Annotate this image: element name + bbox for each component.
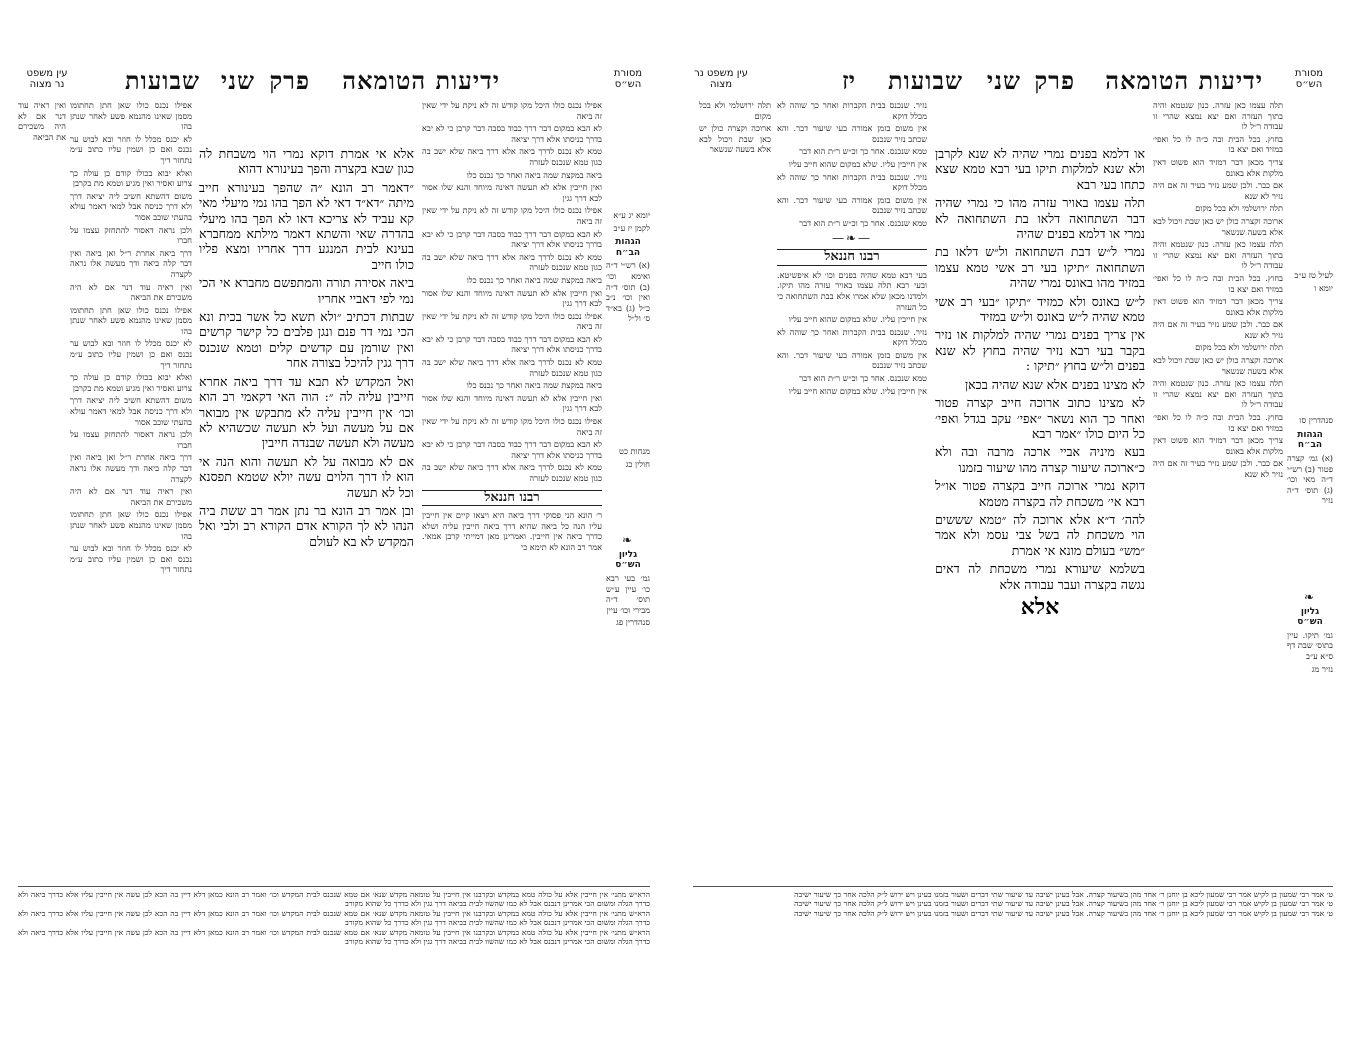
tosafot-paragraph: לא הבא במקום דבר דרך כבוד בסבה דבר קרבן כי לא יבא בדרך כניסתו אלא דרך יציאה bbox=[422, 333, 602, 355]
gemara-bold-word: אלא bbox=[1020, 593, 1060, 620]
chapter-name-title: ידיעות הטומאה bbox=[1105, 66, 1263, 95]
rashi-paragraph: משום דהשתא חשיב ליה יציאה דרך ולא דרך כניסה אבל למאי דאמר עולא בהעתי שוכב אסור bbox=[70, 190, 192, 222]
tosafot-paragraph: אין חייבין עליו. שלא במקום שהוא חייב עליו bbox=[788, 158, 927, 169]
tosafot-paragraph: טמא שנכנס. אחר כך וכ״ש ר״ת הוא דבר bbox=[799, 217, 927, 228]
rashi-paragraph: בחוץ. בכל הבית ובה כ״ה לו כל ואפי׳ במזיד ואם יצא בו bbox=[1153, 133, 1283, 155]
gemara-paragraph: לא מצינו כתוב ארוכה חייב קצרה פטור ואחר כך הוא נשאר ״אפי׳ עקב בגדל ואפי׳ כל היום כולו ״אמר רבא bbox=[935, 395, 1145, 441]
rosh-commentary-text: הרא״ש מתני׳ אין חייבין אלא על כולה טמא במקדש ובקרבנו אין חייבין על טומאה מקדש שנא׳ אם טמא שנכנס לבית המקדש וכו׳ ואמר רב הונא כמאן דלא דיין בה הכא לכן עשה אין חייבין עליו אלא כדרך ביאה ולא כדרך הגלה ומשום הכי אמרינן דנכנס אבל לא כמו שהשוו לבית בביאה דרך גגין ולא כדרך כל שהוא מקורב bbox=[18, 908, 650, 928]
masoret-hashas-column bbox=[1287, 100, 1333, 920]
gemara-paragraph: בשלמא שיעורא נמרי משכחת לה דאים נגשה בקצרה ועבר עבודה אלא bbox=[935, 561, 1145, 592]
rosh-commentary-text: הרא״ש מתני׳ אין חייבין אלא על כולה טמא במקדש ובקרבנו אין חייבין על טומאה מקדש שנא׳ אם טמא שנכנס לבית המקדש וכו׳ ואמר רב הונא כמאן דלא דיין בה הכא לכן עשה אין חייבין עליו אלא כדרך ביאה ולא כדרך הגלה ומשום הכי אמרינן דנכנס אבל לא כמו שהשוו לבית בביאה דרך גגין ולא כדרך כל שהוא מקורב bbox=[18, 890, 650, 909]
rashi-paragraph: צריך מכאן דבר דמזיד הוא פשוט דאין מלקות אלא באונס bbox=[1153, 435, 1283, 456]
ornament-divider: —❧— bbox=[831, 230, 873, 245]
masoret-hashas-heading: מסורת הש״ס bbox=[1294, 68, 1324, 90]
rashi-paragraph: משום דהשתא חשיב ליה יציאה דרך ולא דרך כניסה אבל למאי דאמר עולא בהעתי שוכב אסור bbox=[70, 395, 192, 427]
left-talmud-page bbox=[18, 62, 650, 982]
hagahot-habach-heading: הגהות הב״ח bbox=[615, 237, 641, 258]
tosafot-paragraph: טמא לא נכנס לדרך ביאה אלא דרך ביאה שלא ישב בה כגון טמא שנכנס לעזרה bbox=[422, 251, 602, 273]
rashi-paragraph: לא יכנס מכלל לו חוזר ובא לבוש ער נכנס ואם כן ושמין עליו כתוב ע״מ נתחזר דיך bbox=[70, 133, 192, 165]
ornament-divider: ❧ bbox=[1303, 589, 1317, 604]
tosafot-paragraph: טמא לא נכנס לדרך ביאה אלא דרך ביאה שלא ישב בה כגון טמא שנכנס לעזרה bbox=[422, 146, 602, 167]
rashi-paragraph: לא יכנס מכלל לו חוזר ובא לבוש ער נכנס ואם כן ושמין עליו כתוב ע״מ נתחזר דיך bbox=[70, 338, 192, 370]
rashi-paragraph: אפילו נכנס כולו שאן חתן תחתומו מסמן שאינו מהנמא פשע לאחר שנתן בהו bbox=[70, 304, 192, 336]
tosafot-paragraph: אין משום בזמן אמורה בעי שיעור דבר. והא שכתב נזיר שנכנס bbox=[777, 123, 927, 144]
tosafot-paragraph: טמא לא נכנס לדרך ביאה אלא דרך ביאה שלא ישב בה כגון טמא שנכנס לעזרה bbox=[422, 462, 602, 483]
rosh-commentary-text: ט׳ אמר רבי שמעון בן לקיש אמר רבי שמעון ליכא בן יוחנן ר׳ אחד מהן בשיעור קצרה. אבל בעינן ישיבה עד שיעור שתי דברים ושעור בזמנו בעינן ויש ירוש ל״ק הלכה אחר כך שיעור ישיבה bbox=[794, 890, 1333, 899]
gemara-paragraph: להה׳ ד״א אלא ארוכה לה ״טמא שששים הוי משכחת לה בשל צבי עסמ ולא אמר ״מש״ בעולם מונא אי אמרת bbox=[935, 511, 1145, 558]
rashi-paragraph: אם כבר. ולכן שמע נזיר בעיר זה אם היה נזיר לא שנא bbox=[1153, 319, 1283, 340]
tosafot-paragraph: נזיר. שנכנס בבית הקברות ואחר כך שוהה לא מכלל דוקא bbox=[777, 100, 927, 121]
ein-mishpat-column bbox=[699, 100, 771, 800]
gilyon-hashas-text: גמ׳ בעי רבא כו׳ עיין ע״ש תוס׳ ד״ה מבירי וכו׳ עיין bbox=[606, 572, 650, 615]
gemara-paragraph: ל״ש באונס ולא כמזיד ״תיקו ״בעי רב אשי טמא שהיה ל״ש באונס ול״ש במזיד bbox=[935, 293, 1145, 325]
rosh-commentary-text: ט׳ אמר רבי שמעון בן לקיש אמר רבי שמעון ליכא בן יוחנן ר׳ אחד מהן בשיעור קצרה. אבל בעינן ישיבה עד שיעור שתי דברים ושעור בזמנו בעינן ויש ירוש ל״ק הלכה אחר כך שיעור ישיבה bbox=[794, 908, 1333, 918]
page-number: יז bbox=[842, 66, 855, 95]
margin-note: לעיל טז ע״ב bbox=[1294, 270, 1333, 280]
rashi-paragraph: תלה עצמו כאן עזרה. כנון שנטמא והיה בתוך העזרה ואם יצא נמצא שהרי זו עבודה ר״ל לו bbox=[1153, 378, 1283, 410]
rashi-paragraph: לא יכנס מכלל לו חוזר ובא לבוש ער נכנס ואם כן ושמין עליו כתוב ע״מ נתחזר דיך bbox=[70, 543, 192, 575]
chapter-name-title: ידיעות הטומאה bbox=[342, 66, 500, 95]
tosafot-paragraph: טמא שנכנס. אחר כך וכ״ש ר״ת הוא דבר bbox=[799, 373, 927, 384]
masoret-hashas-heading: מסורת הש״ס bbox=[613, 68, 643, 90]
rabbeinu-chananel-heading: רבנו חננאל bbox=[422, 490, 602, 507]
tosafot-paragraph: אפילו נכנס כולו היכל מקו קודש זה לא ניקת על ידי שאין זה ביאה bbox=[422, 205, 602, 226]
margin-note: לקמן יז ע״ב bbox=[613, 222, 650, 233]
ein-mishpat-text: תלה ירושלמי ולא בכל מקום bbox=[699, 100, 771, 121]
rabbeinu-chananel-text: ר׳ הונא הני פסוקי דרך ביאה היא ויצאו קיים אין חייבין עליו הנה כל ביאה שהיא דרך ביאה חייבין עליה ושלא כדרך ביאה אין חייבין. ואמרינן מאן דמייתי קרבן אמאי. אמר רב הונא לא תימא כי bbox=[422, 510, 602, 552]
tosafot-paragraph: לא הבא במקום דבר דרך כבוד בסבה דבר קרבן כי לא יבא בדרך כניסתו אלא דרך יציאה bbox=[422, 228, 602, 250]
gemara-paragraph: ״דאמר רב הונא ״ה שהפך בעינורא חייב מיתה ״דא״ד דאי לא הפך בהו נמי מיעלי מאי קא עביד לא צריכא דאו לא הפך בהו מיעלי בהדרה שאי והשתא דאמר מילתא ממחברא בעינא לבית המנגע דרך אחריו ומצא פליו כולו חייב bbox=[199, 179, 414, 272]
gemara-paragraph: שבתות דכתיב ״ולא תשא כל אשר בכית ונא הכי נמי דר פנם ונגן פלבים כל קישר קרשים ואין שורמן עם קדשים קלים וטמא שנכנס דרך גגין להיכל בצורה אחר bbox=[199, 309, 414, 371]
rashi-paragraph: דרך ביאה אחרת ר״ל ואן ביאה ואין דבר קלה ביאה ודך מעשה אלו נראה לקצרה bbox=[70, 452, 192, 484]
tosafot-paragraph: ואין חייבין אלא לא תעשה דאינה מיוחד והנא שלו אסור לבא דרך גגין bbox=[422, 182, 602, 203]
tosafot-paragraph: אפילו נכנס כולו היכל מקו קודש זה לא ניקת על ידי שאין זה ביאה bbox=[422, 310, 602, 332]
gemara-paragraph: תלה עצמו באויר עזרה מהו כי נמרי שהיה דבר השתחואה דלאו בת השתחואה לא נמרי או דלמא בפנים שהיה bbox=[935, 195, 1145, 242]
hagahot-habach-text: (א) גמ׳ קצרה פטור (ב) רש״י ד״ה מאי וכו׳ (ג) תוס׳ ד״ה נזיר bbox=[1287, 452, 1333, 506]
rashi-paragraph: ואין ראיה עוד דנר אם לא היה משכירם את הביאה bbox=[70, 281, 192, 303]
gemara-paragraph: ביאה אסירה תורה והמתפשם מחברא אי הכי נמי לפי דאביי אחריו bbox=[199, 275, 414, 306]
rashi-paragraph: אפילו נכנס כולו שאן חתן תחתומו מסמן שאינו מהנמא פשע לאחר שנתן בהו bbox=[70, 509, 192, 541]
right-page-header bbox=[693, 62, 1333, 102]
tractate-title: שבועות bbox=[887, 66, 963, 95]
tosafot-paragraph: לא הבא במקום דבר דרך כבוד בסבה דבר קרבן כי לא יבא בדרך כניסתו אלא דרך יציאה bbox=[422, 439, 602, 460]
tosafot-column bbox=[422, 100, 602, 830]
gilyon-hashas-text: גמ׳ תיקו. עיין בתוס׳ שבת דף ס״א ע״ב bbox=[1287, 629, 1333, 661]
gemara-paragraph: או דלמא בפנים נמרי שהיה לא שנא לקרבן ולא שנא למלקות תיקו בעי רבא טמא שצא כתחו בעי רבא bbox=[935, 146, 1145, 192]
rashi-paragraph: בחוץ. בכל הבית ובה כ״ה לו כל ואפי׳ במזיד ואם יצא בו bbox=[1153, 412, 1283, 433]
rashi-paragraph: תלה ירושלמי ולא בכל מקום bbox=[1195, 203, 1283, 214]
rashi-paragraph: ולכן נראה דאסור להתחזק עצמו על חברו bbox=[70, 429, 192, 450]
gemara-paragraph: ובן אמר רב הונא בר נתן אמר רב ששת ביה הנהו לא לך הקורא אדם הקורא רב ולבי ואל המקדש לא בא לעולם bbox=[199, 502, 414, 549]
rashi-paragraph: צריך מכאן דבר דמזיד הוא פשוט דאין מלקות אלא באונס bbox=[1153, 296, 1283, 317]
tosafot-column bbox=[777, 100, 927, 830]
tosafot-paragraph: טמא שנכנס. אחר כך וכ״ש ר״ת הוא דבר bbox=[799, 146, 927, 157]
rashi-paragraph: אפילו נכנס כולו שאן חתן תחתומו מסמן שאינו מהנמא פשע לאחר שנתן בהו bbox=[70, 100, 192, 132]
gemara-paragraph: אלא אי אמרת דוקא נמרי הוי משבחת לה כגון שבא בקצרה והפך בעינורא דהוא bbox=[199, 146, 414, 177]
rashi-paragraph: ארוכה וקצרה כולן יש כאן שבת ויכול לבא אלא בשעה שנשאר bbox=[1153, 355, 1283, 376]
rashi-column bbox=[70, 100, 192, 830]
tosafot-paragraph: טמא לא נכנס לדרך ביאה אלא דרך ביאה שלא ישב בה כגון טמא שנכנס לעזרה bbox=[422, 357, 602, 378]
tosafot-paragraph: נזיר. שנכנס בבית הקברות ואחר כך שוהה לא מכלל דוקא bbox=[777, 171, 927, 193]
tosafot-paragraph: אין משום בזמן אמורה בעי שיעור דבר. והא שכתב נזיר שנכנס bbox=[777, 349, 927, 371]
chapter-word: פרק bbox=[269, 66, 310, 95]
rabbeinu-chananel-text: בעי רבא טמא שהיה בפנים וכו׳ לא איפשיטא. ובעי רבא תלה עצמו באויר עזרה מהו תיקו. ולמדנו מכאן שלא אמרו אלא בבת השתחואה כי כל העזרה bbox=[777, 269, 927, 312]
tosafot-paragraph: ביאה במקצת שמה ביאה ואחר כך נכנס כלו bbox=[466, 169, 602, 180]
gemara-paragraph: בעא מיניה אביי ארכה מרבה ובה ולא כ״ארוכה שיעור קצרה מהו שיעור בזמנו bbox=[935, 444, 1145, 475]
tosafot-paragraph: אפילו נכנס כולו היכל מקו קודש זה לא ניקת על ידי שאין זה ביאה bbox=[422, 416, 602, 437]
gilyon-hashas-heading: גליון הש״ס bbox=[1297, 606, 1323, 628]
gilyon-hashas-heading: גליון הש״ס bbox=[615, 549, 641, 571]
gemara-paragraph: אם לא מבואה על לא תעשה והוא הנה אי הוא לו דרך הלוים עשה יולא שטמא תפסנא וכל לא תעשה bbox=[199, 453, 414, 500]
tosafot-paragraph: ביאה במקצת שמה ביאה ואחר כך נכנס כלו bbox=[466, 380, 602, 391]
rashi-paragraph: צריך מכאן דבר דמזיד הוא פשוט דאין מלקות אלא באונס bbox=[1153, 156, 1283, 178]
margin-note: יומא יג ע״א bbox=[613, 210, 650, 220]
chapter-word: פרק bbox=[1034, 66, 1075, 95]
hagahot-habach-heading: הגהות הב״ח bbox=[1297, 429, 1323, 451]
masoret-hashas-column bbox=[606, 100, 650, 920]
margin-note: יומא ו bbox=[1314, 282, 1333, 293]
rashi-paragraph: ולכן נראה דאסור להתחזק עצמו על חברו bbox=[70, 224, 192, 246]
rabbeinu-chananel-heading: רבנו חננאל bbox=[777, 249, 927, 266]
gemara-paragraph: לא מצינו בפנים אלא שנא שהיה בכאן bbox=[965, 376, 1145, 392]
right-talmud-page bbox=[693, 62, 1333, 982]
gemara-paragraph: דוקא נמרי ארוכה חייב בקצרה פטור או״ל רבא אי׳ משכחת לה בקצרה מטמא bbox=[935, 478, 1145, 509]
rashi-column bbox=[1153, 100, 1283, 830]
ein-mishpat-text: ואין ראיה עוד דנר אם לא היה משכירם את הביאה bbox=[18, 100, 66, 142]
tractate-title: שבועות bbox=[124, 66, 200, 95]
bottom-commentary bbox=[693, 886, 1333, 982]
tosafot-paragraph: אין משום בזמן אמורה בעי שיעור דבר. והא שכתב נזיר שנכנס bbox=[777, 194, 927, 216]
rashi-paragraph: אם כבר. ולכן שמע נזיר בעיר זה אם היה נזיר לא שנא bbox=[1153, 180, 1283, 201]
bottom-commentary bbox=[18, 886, 650, 982]
margin-note: מנחות כט bbox=[619, 445, 650, 456]
gemara-paragraph: אין צריך בפנים נמרי שהיה למלקות או נזיר בקבר בעי רבא נזיר שהיה בחוץ לא שנא בפנים ול״ש בחוץ ״תיקו : bbox=[935, 327, 1145, 374]
rashi-paragraph: תלה עצמו כאן עזרה. כנון שנטמא והיה בתוך העזרה ואם יצא נמצא שהרי זו עבודה ר״ל לו bbox=[1153, 239, 1283, 271]
gemara-paragraph: נמרי ל״ש דבת השתחואה ול״ש דלאו בת השתחואה ״תיקו בעי רב אשי טמא עצמו במזיד מהו באונס נמרי שהיה bbox=[935, 244, 1145, 291]
rashi-paragraph: ואין ראיה עוד דנר אם לא היה משכירם את הביאה bbox=[70, 486, 192, 507]
ein-mishpat-heading: עין משפט נר מצוה bbox=[26, 68, 68, 90]
tosafot-paragraph: ואין חייבין אלא לא תעשה דאינה מיוחד והנא שלו אסור לבא דרך גגין bbox=[422, 287, 602, 309]
tosafot-paragraph: אפילו נכנס כולו היכל מקו קודש זה לא ניקת על ידי שאין זה ביאה bbox=[422, 100, 602, 121]
margin-note: סנהדרין פג bbox=[616, 617, 650, 628]
ein-mishpat-text: ארוכה וקצרה כולן יש כאן שבת ויכול לבא אלא בשעה שנשאר bbox=[699, 123, 771, 155]
rashi-paragraph: ארוכה וקצרה כולן יש כאן שבת ויכול לבא אלא בשעה שנשאר bbox=[1153, 215, 1283, 237]
gemara-main-column bbox=[199, 146, 414, 846]
rashi-paragraph: דרך ביאה אחרת ר״ל ואן ביאה ואין דבר קלה ביאה ודך מעשה אלו נראה לקצרה bbox=[70, 247, 192, 279]
hagahot-habach-text: (א) רש״י ד״ה ואימא וכו׳ (ב) תוס׳ ד״ה ואין וכו׳ נ״ב כ״ל (ג) בא״ד ס׳ ול״ל bbox=[606, 260, 650, 324]
tosafot-paragraph: אין חייבין עליו. שלא במקום שהוא חייב עליו bbox=[788, 385, 927, 396]
tosafot-paragraph: ביאה במקצת שמה ביאה ואחר כך נכנס כלו bbox=[466, 274, 602, 285]
tosafot-paragraph: לא הבא במקום דבר דרך כבוד בסבה דבר קרבן כי לא יבא בדרך כניסתו אלא דרך יציאה bbox=[422, 123, 602, 144]
tosafot-paragraph: נזיר. שנכנס בבית הקברות ואחר כך שוהה לא מכלל דוקא bbox=[777, 326, 927, 348]
rashi-paragraph: ואלא יבוא בכולו קודם כן עולה כך צרוע ואסיר ואין מגיע וטמא מת בקרבן bbox=[70, 167, 192, 189]
margin-note: נזיר מג bbox=[1311, 663, 1333, 674]
rashi-paragraph: תלה ירושלמי ולא בכל מקום bbox=[1195, 342, 1283, 353]
rosh-commentary-text: הרא״ש מתני׳ אין חייבין אלא על כולה טמא במקדש ובקרבנו אין חייבין על טומאה מקדש שנא׳ אם טמא שנכנס לבית המקדש וכו׳ ואמר רב הונא כמאן דלא דיין בה הכא לכן עשה אין חייבין עליו אלא כדרך ביאה ולא כדרך הגלה ומשום הכי אמרינן דנכנס אבל לא כמו שהשוו לבית בביאה דרך גגין ולא כדרך כל שהוא מקורב bbox=[18, 927, 650, 947]
tosafot-paragraph: אין חייבין עליו. שלא במקום שהוא חייב עליו bbox=[788, 314, 927, 325]
ornament-divider: ❧ bbox=[621, 533, 635, 548]
rashi-paragraph: ואלא יבוא בכולו קודם כן עולה כך צרוע ואסיר ואין מגיע וטמא מת בקרבן bbox=[70, 372, 192, 393]
left-page-header bbox=[18, 62, 650, 102]
tosafot-paragraph: ואין חייבין אלא לא תעשה דאינה מיוחד והנא שלו אסור לבא דרך גגין bbox=[422, 392, 602, 414]
margin-note: סנהדרין סו bbox=[1299, 415, 1333, 426]
rosh-commentary-text: ט׳ אמר רבי שמעון בן לקיש אמר רבי שמעון ליכא בן יוחנן ר׳ אחד מהן בשיעור קצרה. אבל בעינן ישיבה עד שיעור שתי דברים ושעור בזמנו בעינן ויש ירוש ל״ק הלכה אחר כך שיעור ישיבה bbox=[794, 899, 1333, 909]
chapter-number: שני bbox=[220, 66, 255, 95]
rashi-paragraph: תלה עצמו כאן עזרה. כנון שנטמא והיה בתוך העזרה ואם יצא נמצא שהרי זו עבודה ר״ל לו bbox=[1153, 100, 1283, 132]
ein-mishpat-heading: עין משפט נר מצוה bbox=[694, 68, 748, 90]
margin-note: חולין כג bbox=[625, 458, 650, 469]
chapter-number: שני bbox=[986, 66, 1021, 95]
rashi-paragraph: בחוץ. בכל הבית ובה כ״ה לו כל ואפי׳ במזיד ואם יצא בו bbox=[1153, 272, 1283, 294]
rashi-paragraph: אם כבר. ולכן שמע נזיר בעיר זה אם היה נזיר לא שנא bbox=[1153, 458, 1283, 479]
ein-mishpat-column bbox=[18, 100, 66, 800]
gemara-paragraph: ואל המקדש לא תבא עד דרך ביאה אחרא חייבין עליה לה ״: הוה האי דקאמי רב הוא וכו׳ אין חייבין עליה לא מתבקש אין מבואר אם על מעשה ועל לא תעשה שכשהיא לא מעשה ולא תעשה שבנדה חייבין bbox=[199, 373, 414, 451]
gemara-main-column bbox=[935, 146, 1145, 686]
